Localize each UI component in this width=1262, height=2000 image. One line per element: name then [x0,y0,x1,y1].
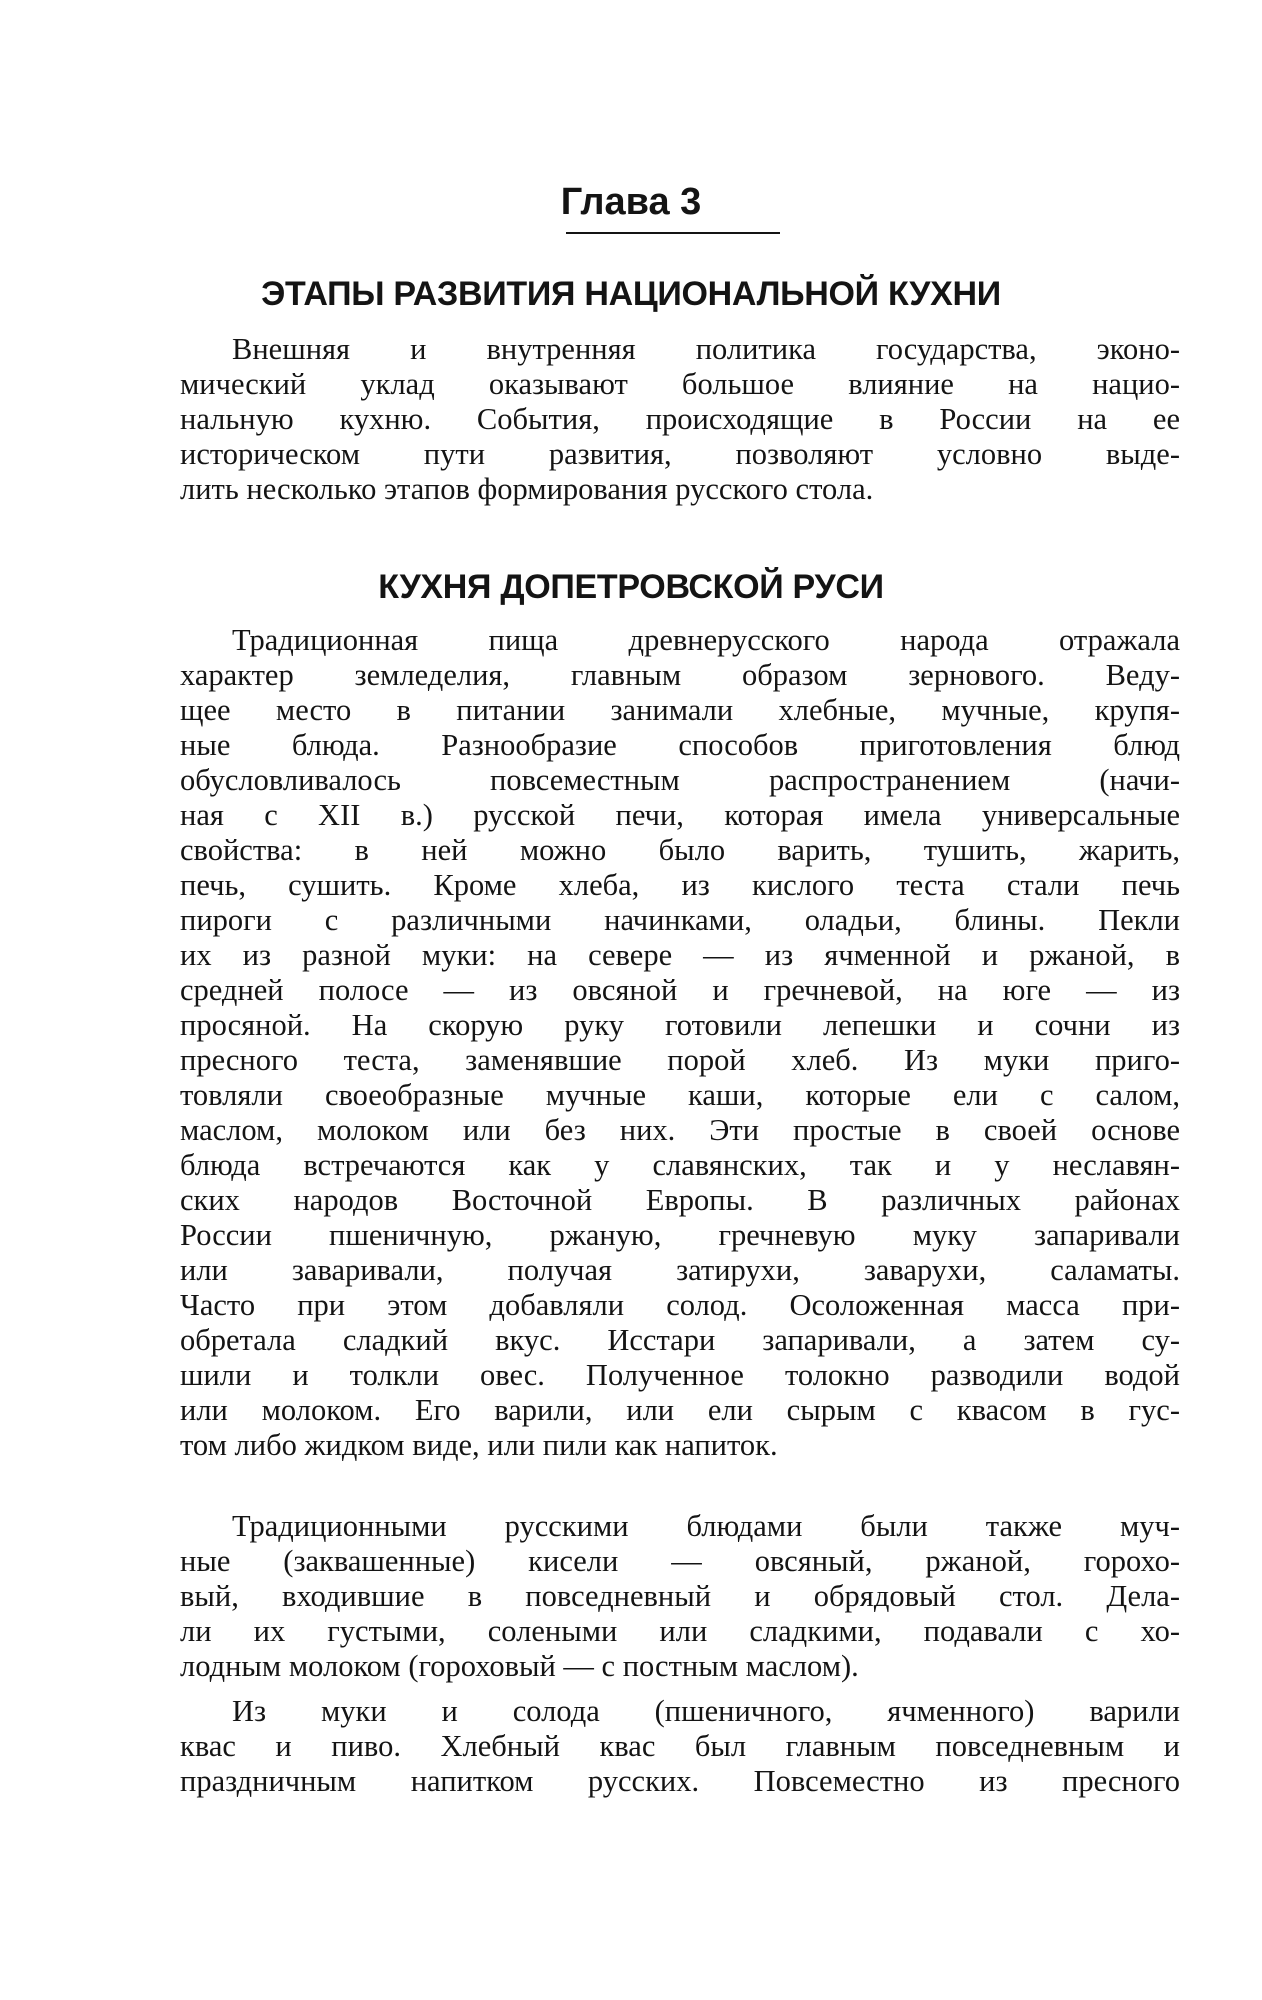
section-title: КУХНЯ ДОПЕТРОВСКОЙ РУСИ [378,568,884,606]
section-paragraph [180,1694,1180,1799]
text-line: обусловливалось повсеместным распространением (начи- [180,763,1180,797]
text-line: или молоком. Его варили, или ели сырым с квасом в гус- [180,1393,1180,1427]
text-line: Часто при этом добавляли солод. Осоложенная масса при- [180,1288,1180,1322]
text-line: мический уклад оказывают большое влияние на нацио- [180,367,1180,401]
text-line: блюда встречаются как у славянских, так и у неславян- [180,1148,1180,1182]
section-paragraph [180,1509,1180,1684]
text-line: средней полосе — из овсяной и гречневой, на юге — из [180,973,1180,1007]
chapter-label: Глава 3 [560,181,702,223]
text-line: вый, входившие в повседневный и обрядовый стол. Дела- [180,1579,1180,1613]
text-line: ные блюда. Разнообразие способов приготовления блюд [180,728,1180,762]
text-line: товляли своеобразные мучные каши, которые ели с салом, [180,1078,1180,1112]
text-line: их из разной муки: на севере — из ячменной и ржаной, в [180,938,1180,972]
text-line: праздничным напитком русских. Повсеместно из пресного [180,1764,1180,1798]
text-line: характер земледелия, главным образом зернового. Веду- [180,658,1180,692]
text-line: России пшеничную, ржаную, гречневую муку запаривали [180,1218,1180,1252]
text-line: Традиционными русскими блюдами были также муч- [232,1509,1180,1543]
text-line: Из муки и солода (пшеничного, ячменного) варили [232,1694,1180,1728]
section-paragraph [180,623,1180,1463]
text-line: пресного теста, заменявшие порой хлеб. Из муки приго- [180,1043,1180,1077]
text-line: печь, сушить. Кроме хлеба, из кислого теста стали печь [180,868,1180,902]
text-line: ли их густыми, солеными или сладкими, подавали с хо- [180,1614,1180,1648]
text-line: историческом пути развития, позволяют условно выде- [180,437,1180,471]
text-line: том либо жидком виде, или пили как напиток. [180,1428,778,1462]
text-line: щее место в питании занимали хлебные, мучные, крупя- [180,693,1180,727]
text-line: просяной. На скорую руку готовили лепешки и сочни из [180,1008,1180,1042]
text-line: ные (заквашенные) кисели — овсяный, ржаной, горохо- [180,1544,1180,1578]
text-line: ная с XII в.) русской печи, которая имела универсальные [180,798,1180,832]
text-line: или заваривали, получая затирухи, заварухи, саламаты. [180,1253,1180,1287]
text-line: шили и толкли овес. Полученное толокно разводили водой [180,1358,1180,1392]
text-line: нальную кухню. События, происходящие в России на ее [180,402,1180,436]
chapter-title: ЭТАПЫ РАЗВИТИЯ НАЦИОНАЛЬНОЙ КУХНИ [261,275,1001,313]
chapter-underline [566,232,780,234]
text-line: Внешняя и внутренняя политика государства, эконо- [232,332,1180,366]
text-line: обретала сладкий вкус. Исстари запаривали, а затем су- [180,1323,1180,1357]
text-line: лодным молоком (гороховый — с постным маслом). [180,1649,859,1683]
text-line: квас и пиво. Хлебный квас был главным повседневным и [180,1729,1180,1763]
text-line: Традиционная пища древнерусского народа отражала [232,623,1180,657]
text-line: маслом, молоком или без них. Эти простые в своей основе [180,1113,1180,1147]
intro-paragraph [180,332,1180,507]
text-line: свойства: в ней можно было варить, тушить, жарить, [180,833,1180,867]
text-line: лить несколько этапов формирования русского стола. [180,472,874,506]
text-line: ских народов Восточной Европы. В различных районах [180,1183,1180,1217]
text-line: пироги с различными начинками, оладьи, блины. Пекли [180,903,1180,937]
